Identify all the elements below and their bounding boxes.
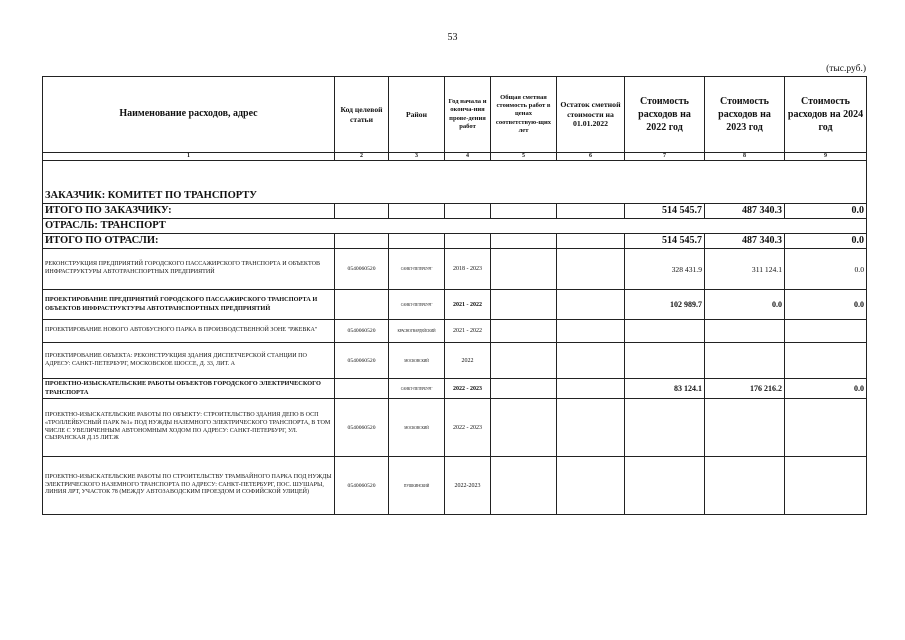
object-cost-2022: 102 989.7 <box>625 290 705 320</box>
object-cost-2022: 328 431.9 <box>625 249 705 290</box>
object-code: 0540060520 <box>335 343 389 379</box>
object-cost-2023: 311 124.1 <box>705 249 785 290</box>
header-name: Наименование расходов, адрес <box>43 77 335 153</box>
empty-cell <box>491 234 557 249</box>
branch-total-2024: 0.0 <box>785 234 867 249</box>
header-cost-2023: Стоимость расходов на 2023 год <box>705 77 785 153</box>
object-code: 0540060520 <box>335 399 389 457</box>
object-district: МОСКОВСКИЙ <box>389 343 445 379</box>
object-cost-2024: 0.0 <box>785 249 867 290</box>
object-cost-2022 <box>625 320 705 343</box>
header-remainder: Остаток сметной стоимости на 01.01.2022 <box>557 77 625 153</box>
empty-cell <box>445 234 491 249</box>
object-cost-2024 <box>785 457 867 515</box>
branch-total-2023: 487 340.3 <box>705 234 785 249</box>
object-estimate <box>491 290 557 320</box>
object-district: КРАСНОГВАРДЕЙСКИЙ <box>389 320 445 343</box>
object-code: 0540060520 <box>335 457 389 515</box>
object-cost-2024 <box>785 320 867 343</box>
branch-total-row <box>43 234 867 249</box>
object-remainder <box>557 249 625 290</box>
object-district: САНКТ-ПЕТЕРБУРГ <box>389 290 445 320</box>
customer-row <box>43 189 867 204</box>
object-code <box>335 379 389 399</box>
column-number: 5 <box>491 153 557 161</box>
empty-cell <box>491 204 557 219</box>
customer-total-2023: 487 340.3 <box>705 204 785 219</box>
object-remainder <box>557 290 625 320</box>
customer-total-2022: 514 545.7 <box>625 204 705 219</box>
object-cost-2023 <box>705 343 785 379</box>
object-remainder <box>557 457 625 515</box>
object-cost-2023: 0.0 <box>705 290 785 320</box>
empty-cell <box>335 204 389 219</box>
object-years: 2022 <box>445 343 491 379</box>
table-row <box>43 290 867 320</box>
object-district: САНКТ-ПЕТЕРБУРГ <box>389 249 445 290</box>
empty-cell <box>335 234 389 249</box>
object-cost-2024 <box>785 399 867 457</box>
column-number: 2 <box>335 153 389 161</box>
header-cost-2022: Стоимость расходов на 2022 год <box>625 77 705 153</box>
object-code: 0540060520 <box>335 249 389 290</box>
header-code: Код целевой статьи <box>335 77 389 153</box>
column-numbers-row <box>43 153 867 161</box>
table-row <box>43 457 867 515</box>
object-estimate <box>491 399 557 457</box>
table-row <box>43 379 867 399</box>
empty-cell <box>445 204 491 219</box>
page-number: 53 <box>447 32 458 43</box>
object-estimate <box>491 249 557 290</box>
object-name: РЕКОНСТРУКЦИЯ ПРЕДПРИЯТИЙ ГОРОДСКОГО ПАССАЖИРСКОГО ТРАНСПОРТА И ОБЪЕКТОВ ИНФРАСТРУКТУРЫ АВТОТРАНСПОРТНЫХ ПРЕДПРИЯТИЙ <box>43 249 335 290</box>
object-name: ПРОЕКТНО-ИЗЫСКАТЕЛЬСКИЕ РАБОТЫ ПО СТРОИТЕЛЬСТВУ ТРАМВАЙНОГО ПАРКА ПОД НУЖДЫ ЭЛЕКТРИЧЕСКОГО НАЗЕМНОГО ТРАНСПОРТА ПО АДРЕСУ: САНКТ-ПЕТЕРБУРГ, ПОС. ШУШАРЫ, ЛИНИЯ ЛРТ, УЧАСТОК 78 (МЕЖДУ АВТОЗАВОДСКИМ ПРОЕЗДОМ И СОФИЙСКОЙ УЛИЦЕЙ) <box>43 457 335 515</box>
object-years: 2018 - 2023 <box>445 249 491 290</box>
object-cost-2024 <box>785 343 867 379</box>
object-years: 2022 - 2023 <box>445 399 491 457</box>
column-number: 3 <box>389 153 445 161</box>
column-number: 7 <box>625 153 705 161</box>
column-number: 9 <box>785 153 867 161</box>
object-code <box>335 290 389 320</box>
header-row <box>43 77 867 153</box>
budget-table <box>42 76 867 515</box>
branch-row <box>43 219 867 234</box>
object-name: ПРОЕКТНО-ИЗЫСКАТЕЛЬСКИЕ РАБОТЫ ПО ОБЪЕКТУ: СТРОИТЕЛЬСТВО ЗДАНИЯ ДЕПО В ОСП «ТРОЛЛЕЙБУСНЫЙ ПАРК №1» ПОД НУЖДЫ НАЗЕМНОГО ЭЛЕКТРИЧЕСКОГО ТРАНСПОРТА, В ТОМ ЧИСЛЕ С УВЕЛИЧЕННЫМ АВТОНОМНЫМ ХОДОМ ПО АДРЕСУ: САНКТ-ПЕТЕРБУРГ, УЛ. СЫЗРАНСКАЯ Д.15 ЛИТ.Ж <box>43 399 335 457</box>
object-cost-2022 <box>625 343 705 379</box>
header-years: Год начала и оконча-ния прове-дения работ <box>445 77 491 153</box>
object-remainder <box>557 379 625 399</box>
units-label: (тыс.руб.) <box>826 64 866 74</box>
table-row <box>43 399 867 457</box>
empty-cell <box>389 204 445 219</box>
object-district: МОСКОВСКИЙ <box>389 399 445 457</box>
spacer-cell <box>43 161 867 190</box>
branch-total-2022: 514 545.7 <box>625 234 705 249</box>
column-number: 6 <box>557 153 625 161</box>
empty-cell <box>557 204 625 219</box>
object-district: САНКТ-ПЕТЕРБУРГ <box>389 379 445 399</box>
customer-total-row <box>43 204 867 219</box>
object-estimate <box>491 379 557 399</box>
object-estimate <box>491 320 557 343</box>
object-cost-2022 <box>625 457 705 515</box>
spacer-row <box>43 161 867 190</box>
object-cost-2023: 176 216.2 <box>705 379 785 399</box>
branch-total-label: ИТОГО ПО ОТРАСЛИ: <box>43 234 335 249</box>
table-row <box>43 320 867 343</box>
column-number: 1 <box>43 153 335 161</box>
object-years: 2022 - 2023 <box>445 379 491 399</box>
object-code: 0540060520 <box>335 320 389 343</box>
object-name: ПРОЕКТИРОВАНИЕ НОВОГО АВТОБУСНОГО ПАРКА В ПРОИЗВОДСТВЕННОЙ ЗОНЕ "РЖЕВКА" <box>43 320 335 343</box>
object-district: ПУШКИНСКИЙ <box>389 457 445 515</box>
header-district: Район <box>389 77 445 153</box>
object-cost-2022: 83 124.1 <box>625 379 705 399</box>
column-number: 4 <box>445 153 491 161</box>
object-years: 2021 - 2022 <box>445 290 491 320</box>
object-name: ПРОЕКТИРОВАНИЕ ПРЕДПРИЯТИЙ ГОРОДСКОГО ПАССАЖИРСКОГО ТРАНСПОРТА И ОБЪЕКТОВ ИНФРАСТРУКТУРЫ АВТОТРАНСПОРТНЫХ ПРЕДПРИЯТИЙ <box>43 290 335 320</box>
object-cost-2022 <box>625 399 705 457</box>
table-row <box>43 249 867 290</box>
object-name: ПРОЕКТИРОВАНИЕ ОБЪЕКТА: РЕКОНСТРУКЦИЯ ЗДАНИЯ ДИСПЕТЧЕРСКОЙ СТАНЦИИ ПО АДРЕСУ: САНКТ-ПЕТЕРБУРГ, МОСКОВСКОЕ ШОССЕ, Д. 33, ЛИТ. А <box>43 343 335 379</box>
branch-title: ОТРАСЛЬ: ТРАНСПОРТ <box>43 219 867 234</box>
empty-cell <box>557 234 625 249</box>
object-remainder <box>557 320 625 343</box>
object-remainder <box>557 399 625 457</box>
object-cost-2023 <box>705 399 785 457</box>
object-remainder <box>557 343 625 379</box>
table-body <box>43 153 867 515</box>
empty-cell <box>389 234 445 249</box>
object-years: 2022-2023 <box>445 457 491 515</box>
header-cost-2024: Стоимость расходов на 2024 год <box>785 77 867 153</box>
customer-title: ЗАКАЗЧИК: КОМИТЕТ ПО ТРАНСПОРТУ <box>43 189 867 204</box>
column-number: 8 <box>705 153 785 161</box>
object-estimate <box>491 457 557 515</box>
object-cost-2024: 0.0 <box>785 290 867 320</box>
object-years: 2021 - 2022 <box>445 320 491 343</box>
object-cost-2024: 0.0 <box>785 379 867 399</box>
header-estimate: Общая сметная стоимость работ в ценах соответствую-щих лет <box>491 77 557 153</box>
customer-total-2024: 0.0 <box>785 204 867 219</box>
customer-total-label: ИТОГО ПО ЗАКАЗЧИКУ: <box>43 204 335 219</box>
object-estimate <box>491 343 557 379</box>
table-row <box>43 343 867 379</box>
object-name: ПРОЕКТНО-ИЗЫСКАТЕЛЬСКИЕ РАБОТЫ ОБЪЕКТОВ ГОРОДСКОГО ЭЛЕКТРИЧЕСКОГО ТРАНСПОРТА <box>43 379 335 399</box>
object-cost-2023 <box>705 457 785 515</box>
object-cost-2023 <box>705 320 785 343</box>
